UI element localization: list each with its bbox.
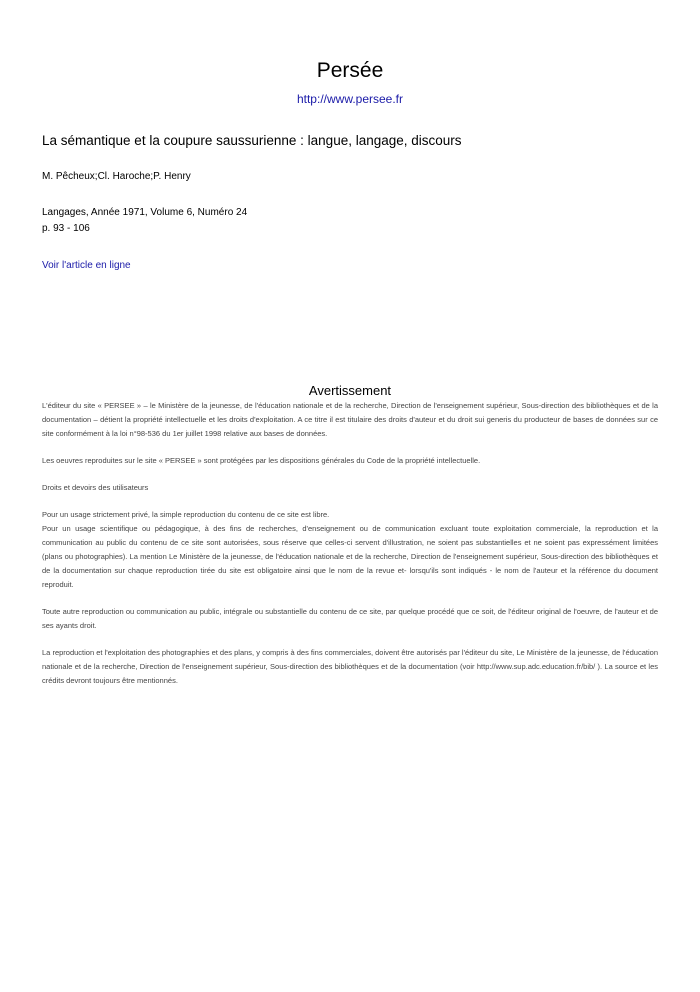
article-source: Langages, Année 1971, Volume 6, Numéro 24 [42,207,248,218]
site-url-link[interactable]: http://www.persee.fr [296,92,404,106]
notice-paragraph: Pour un usage scientifique ou pédagogique, à des fins de recherches, d'enseignement ou de communication excluant toute exploitation commerciale, la reproduction et la communication au public du contenu de ce site sont autorisées, sous réserve que celles-ci servent d'illustration, ne soient pas substantielles et ne soient pas expressément limitées (plans ou photographies). La mention Le Ministère de la jeunesse, de l'éducation nationale et de la recherche, Direction de l'enseignement supérieur, Sous-direction des bibliothèques et de la documentation sur chaque reproduction tirée du site est obligatoire ainsi que le nom de la revue et- lorsqu'ils sont indiqués - le nom de l'auteur et la référence du document reproduit. [42,524,658,589]
article-authors: M. Pêcheux;Cl. Haroche;P. Henry [42,171,191,182]
site-title: Persée [316,59,384,82]
notice-body [42,399,658,701]
notice-heading: Avertissement [308,383,392,398]
notice-paragraph: Toute autre reproduction ou communication au public, intégrale ou substantielle du contenu de ce site, par quelque procédé que ce soit, de l'éditeur original de l'oeuvre, de l'auteur et de ses ayants droit. [42,607,658,630]
notice-paragraph: L'éditeur du site « PERSEE » – le Ministère de la jeunesse, de l'éducation nationale et de la recherche, Direction de l'enseignement supérieur, Sous-direction des bibliothèques et de la documentation – détient la propriété intellectuelle et les droits d'exploitation. A ce titre il est titulaire des droits d'auteur et du droit sui generis du producteur de bases de données sur ce site conformément à la loi n°98-536 du 1er juillet 1998 relative aux bases de données. [42,401,658,438]
notice-paragraph: La reproduction et l'exploitation des photographies et des plans, y compris à des fins commerciales, doivent être autorisés par l'éditeur du site, Le Ministère de la jeunesse, de l'éducation nationale et de la recherche, Direction de l'enseignement supérieur, Sous-direction des bibliothèques et de la documentation (voir http://www.sup.adc.education.fr/bib/ ). La source et les crédits devront toujours être mentionnés. [42,648,658,685]
article-pages: p. 93 - 106 [42,223,90,234]
notice-paragraph: Droits et devoirs des utilisateurs [42,483,149,492]
article-title: La sémantique et la coupure saussurienne : langue, langage, discours [42,133,462,148]
view-article-link[interactable]: Voir l'article en ligne [42,260,131,271]
notice-paragraph: Les oeuvres reproduites sur le site « PERSEE » sont protégées par les dispositions générales du Code de la propriété intellectuelle. [42,456,481,465]
notice-paragraph: Pour un usage strictement privé, la simple reproduction du contenu de ce site est libre. [42,510,330,519]
